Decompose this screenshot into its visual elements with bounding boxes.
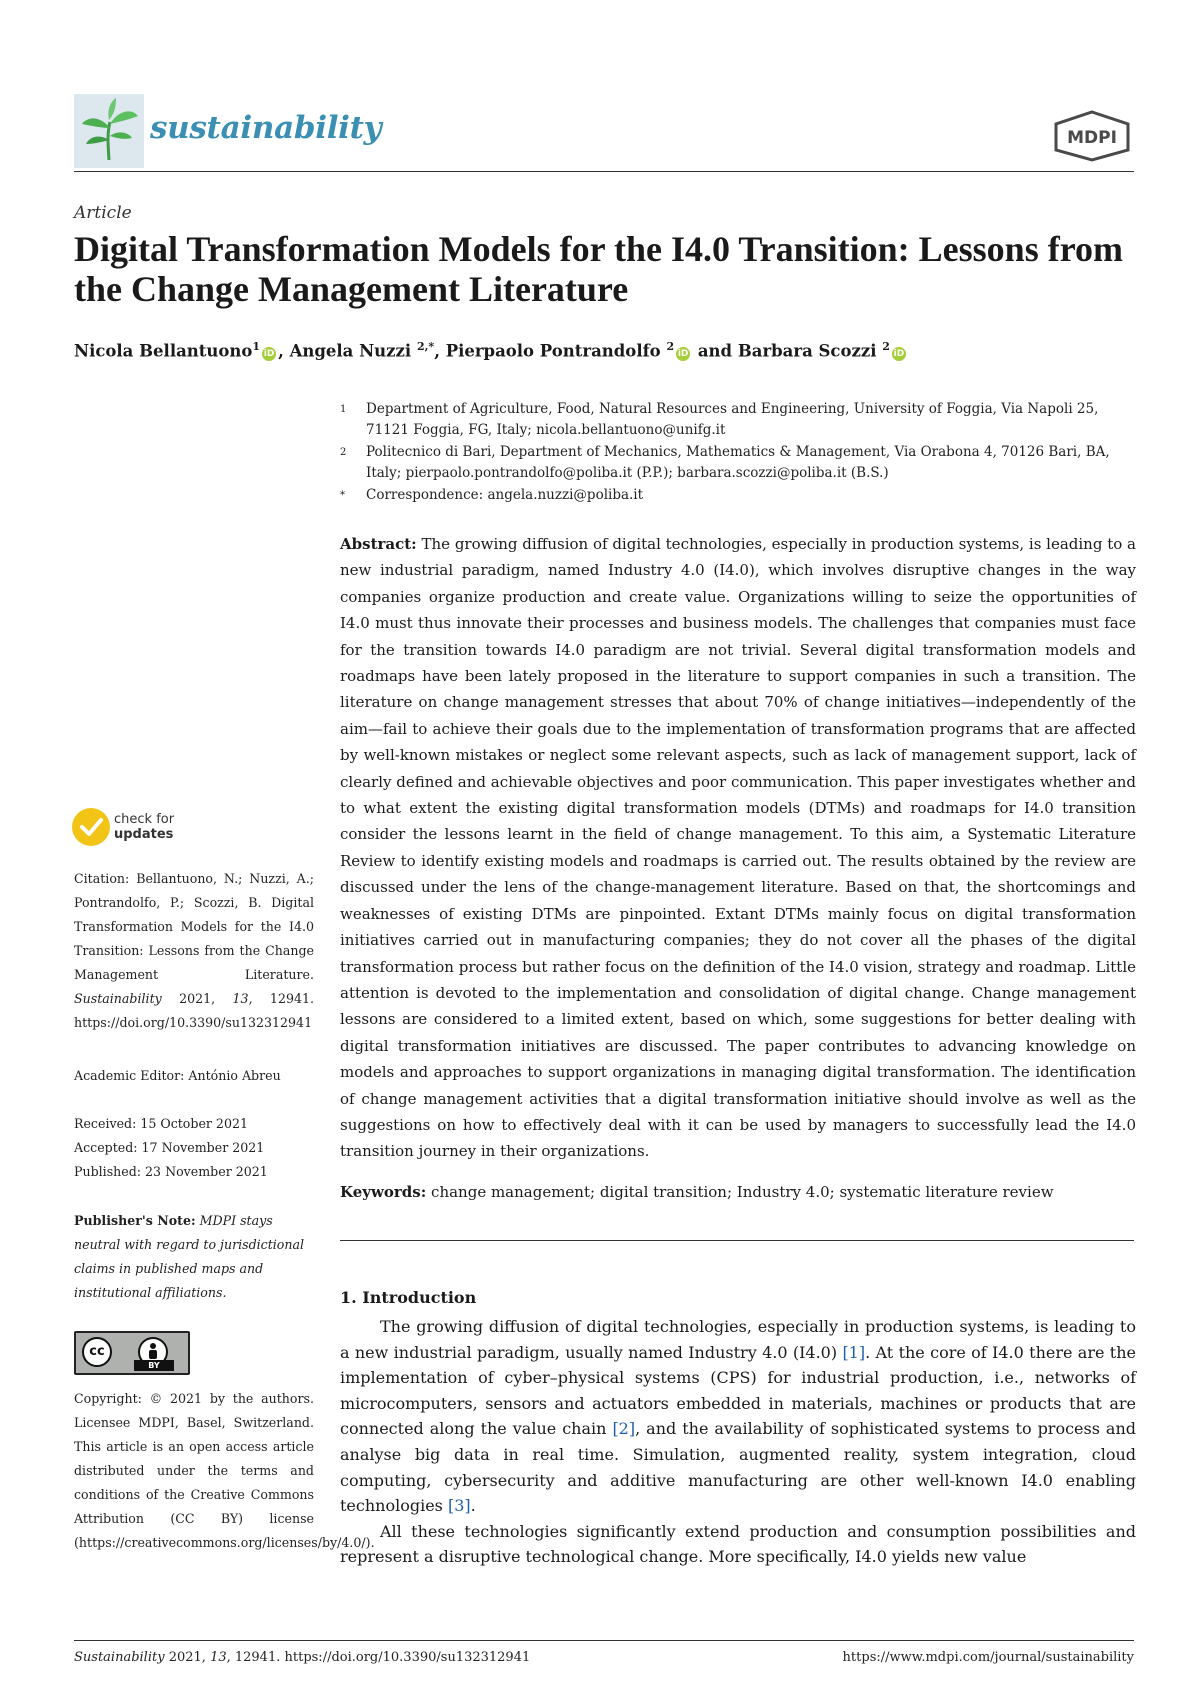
footer-doi[interactable]: , 12941. https://doi.org/10.3390/su132312941 [226,1650,531,1665]
article-title: Digital Transformation Models for the I4.0 Transition: Lessons from the Change Management Literature [74,229,1124,309]
keywords-label: Keywords: [340,1183,427,1201]
author-affil-ref[interactable]: 2,* [416,340,435,353]
abstract [340,531,1136,1165]
article-type: Article [74,203,132,223]
citation-link[interactable]: [3] [447,1496,471,1516]
orcid-icon[interactable]: iD [263,348,275,359]
accepted-date: Accepted: 17 November 2021 [74,1140,265,1155]
publisher-note-text: MDPI stays neutral with regard to jurisdictional claims in published maps and institutional affiliations. [74,1213,305,1300]
citation-volume: 13 [232,991,249,1006]
footer-journal-url[interactable]: https://www.mdpi.com/journal/sustainability [842,1650,1134,1665]
affiliation-text: Politecnico di Bari, Department of Mechanics, Mathematics & Management, Via Orabona 4, 70126 Bari, BA, Italy; pierpaolo.pontrandolfo@poliba.it (P.P.); barbara.scozzi@poliba.it (B.S.) [366,444,1110,481]
keywords-text: change management; digital transition; Industry 4.0; systematic literature review [431,1183,1054,1201]
copyright-notice: Copyright: © 2021 by the authors. Licensee MDPI, Basel, Switzerland. This article is an open access article distributed under the terms and conditions of the Creative Commons Attribution (CC BY) license (https://creativecommons.org/licenses/by/4.0/). [74,1391,375,1550]
publisher-note [74,1209,314,1305]
citation-doi[interactable]: , 12941. https://doi.org/10.3390/su132312941 [74,991,314,1030]
author-name[interactable]: Barbara Scozzi [737,341,877,361]
author-affil-ref[interactable]: 1 [252,340,261,353]
citation-journal: Sustainability [74,991,162,1006]
cc-icon: cc [82,1337,112,1367]
affiliation-text: Department of Agriculture, Food, Natural Resources and Engineering, University of Foggia, Via Napoli 25, 71121 Foggia, FG, Italy; nicola.bellantuono@unifg.it [366,401,1099,438]
affiliation-1 [340,399,1140,441]
affiliation-2 [340,442,1140,484]
citation-year: 2021, [161,991,233,1006]
paragraph-text: . At the core of I4.0 there are the implementation of cyber–physical systems (CPS) for industrial production, i.e., networks of microcomputers, sensors and actuators embedded in materials, machines or products that are connected along the value chain [340,1342,1136,1439]
affiliation-mark: * [340,490,345,501]
footer-volume: 13 [210,1650,227,1665]
paragraph [340,1314,1136,1519]
footer-journal: Sustainability [74,1650,165,1665]
author-name[interactable]: Angela Nuzzi [289,341,412,361]
paragraph: All these technologies significantly extend production and consumption possibilities and represent a disruptive technological change. More specifically, I4.0 yields new value [340,1521,1136,1567]
affiliation-text: Correspondence: angela.nuzzi@poliba.it [366,487,644,503]
paragraph-text: , and the availability of sophisticated systems to process and analyse big data in real time. Simulation, augmented reality, system integration, cloud computing, cybersecurity and additive manufacturing are other well-known I4.0 enabling technologies [340,1419,1137,1516]
affiliation-mark: 1 [340,404,347,415]
affiliation-mark: 2 [340,447,347,458]
publisher-note-label: Publisher's Note: [74,1213,196,1228]
mdpi-logo [1052,110,1132,162]
check-updates-line: updates [114,827,174,842]
author-affil-ref[interactable]: 2 [666,340,675,353]
dates-block [74,1112,314,1184]
author-name[interactable]: Nicola Bellantuono [74,341,253,361]
introduction-body [340,1314,1136,1570]
author-separator: and [692,341,738,361]
abstract-text: The growing diffusion of digital technologies, especially in production systems, is leading to a new industrial paradigm, named Industry 4.0 (I4.0), which involves disruptive changes in the way companies organize production and create value. Organizations willing to seize the opportunities of I4.0 must thus innovate their processes and business models. The challenges that companies must face for the transition towards I4.0 paradigm are not trivial. Several digital transformation models and roadmaps have been lately proposed in the literature to support companies in such a transition. The literature on change management stresses that about 70% of change initiatives—independently of the aim—fail to achieve their goals due to the implementation of transformation programs that are affected by well-known mistakes or neglect some relevant aspects, such as lack of management support, lack of clearly defined and achievable objectives and poor communication. This paper investigates whether and to what extent the existing digital transformation models (DTMs) and roadmaps for I4.0 transition consider the lessons learnt in the field of change management. To this aim, a Systematic Literature Review to identify existing models and roadmaps is carried out. The results obtained by the review are discussed under the lens of the change-management literature. Based on that, the shortcomings and weaknesses of existing DTMs are pinpointed. Extant DTMs mainly focus on digital transformation initiatives carried out in manufacturing companies; they do not cover all the phases of the digital transformation process but rather focus on the definition of the I4.0 vision, strategy and roadmap. Little attention is devoted to the implementation and consolidation of digital change. Change management lessons are considered to a limited extent, based on which, some suggestions for better dealing with digital transformation initiatives are discussed. The paper contributes to advancing knowledge on models and approaches to support organizations in managing digital transformation. The identification of change management activities that a digital transformation initiative should involve as well as the suggestions on how to effectively deal with it can be used by managers to successfully lead the I4.0 transition journey in their organizations. [340,535,1136,1161]
author-list [74,340,1134,361]
footer-citation [74,1650,530,1665]
abstract-label: Abstract: [340,535,417,553]
journal-name: sustainability [150,110,382,146]
orcid-icon[interactable]: iD [893,348,905,359]
check-updates-label [114,812,174,842]
author-separator: , [434,341,446,361]
footer-divider [74,1640,1134,1641]
correspondence [340,485,1140,506]
check-updates-icon [72,808,110,846]
citation-text: Bellantuono, N.; Nuzzi, A.; Pontrandolfo, P.; Scozzi, B. Digital Transformation Models for the I4.0 Transition: Lessons from the Change Management Literature. [74,871,314,982]
author-affil-ref[interactable]: 2 [882,340,890,353]
journal-logo [74,94,144,168]
citation-block [74,867,314,1035]
check-for-updates[interactable] [72,808,272,850]
check-updates-line: check for [114,812,175,827]
footer-year: 2021, [164,1650,211,1665]
author-separator: , [278,341,290,361]
abstract-divider [340,1240,1134,1241]
paragraph-text: The growing diffusion of digital technologies, especially in production systems, is leading to a new industrial paradigm, usually named Industry 4.0 (I4.0) [340,1317,1136,1362]
published-date: Published: 23 November 2021 [74,1164,268,1179]
cc-by-license-badge[interactable] [74,1331,190,1375]
citation-link[interactable]: [2] [612,1419,636,1439]
citation-link[interactable]: [1] [842,1342,866,1362]
citation-label: Citation: [74,871,130,886]
mdpi-logo-text: MDPI [1067,128,1117,148]
plant-icon [74,94,144,168]
paragraph-text: . [470,1496,476,1516]
academic-editor: Academic Editor: António Abreu [74,1068,281,1083]
received-date: Received: 15 October 2021 [74,1116,248,1131]
keywords [340,1183,1136,1201]
author-name[interactable]: Pierpaolo Pontrandolfo [445,341,661,361]
by-label: BY [134,1360,174,1371]
orcid-icon[interactable]: iD [677,348,689,359]
header-divider [74,171,1134,172]
section-heading: 1. Introduction [340,1288,477,1307]
